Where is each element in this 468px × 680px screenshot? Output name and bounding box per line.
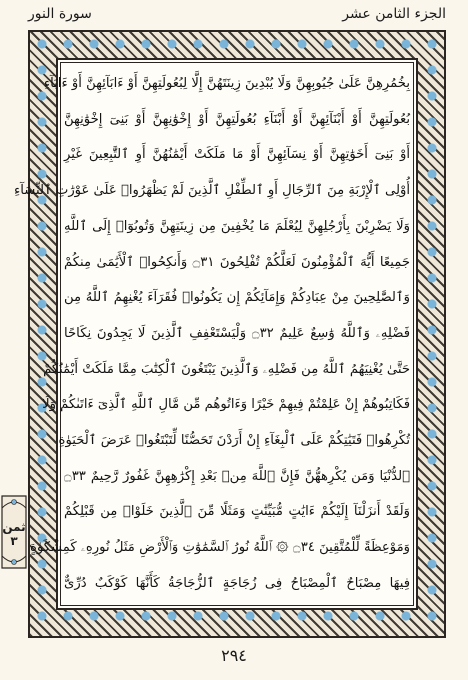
hizb-marker-label — [0, 520, 28, 548]
verse-line: أَوْ بَنِىٓ أَخَوَٰتِهِنَّ أَوْ نِسَآئِهِنَّ أَوْ مَا مَلَكَتْ أَيْمَٰنُهُنَّ أَوِ ٱلتَّٰبِعِينَ غَيْرِ — [64, 147, 410, 163]
verse-line: وَلَقَدْ أَنزَلْنَآ إِلَيْكُمْ ءَايَٰتٍ مُّبَيِّنَٰتٍ وَمَثَلًا مِّنَ ٱلَّذِينَ خَلَوْا۟ مِن قَبْلِكُمْ — [64, 504, 410, 520]
verse-line: فِيهَا مِصْبَاحٌ ٱلْمِصْبَاحُ فِى زُجَاجَةٍ ٱلزُّجَاجَةُ كَأَنَّهَا كَوْكَبٌ دُرِّىٌّ — [64, 575, 410, 591]
page-header — [28, 6, 446, 32]
hizb-marker-number: ٣ — [10, 534, 18, 548]
hizb-marker-word: ثمن — [2, 520, 26, 534]
verse-line: تُكْرِهُوا۟ فَتَيَٰتِكُمْ عَلَى ٱلْبِغَآءِ إِنْ أَرَدْنَ تَحَصُّنًا لِّتَبْتَغُوا۟ عَرَضَ ٱلْحَيَوٰةِ — [58, 433, 410, 448]
verse-line: وَلَا يَضْرِبْنَ بِأَرْجُلِهِنَّ لِيُعْلَمَ مَا يُخْفِينَ مِن زِينَتِهِنَّ وَتُوبُوٓا۟ إِلَى ٱللَّهِ — [64, 218, 410, 234]
verse-line: ٱلدُّنْيَا وَمَن يُكْرِههُّنَّ فَإِنَّ ٱللَّهَ مِنۢ بَعْدِ إِكْرَٰهِهِنَّ غَفُورٌ رَّحِيمٌ ۝٣٣ — [64, 468, 410, 484]
verse-line: بُعُولَتِهِنَّ أَوْ أَبْنَآئِهِنَّ أَوْ أَبْنَآءِ بُعُولَتِهِنَّ أَوْ إِخْوَٰنِهِنَّ أَوْ بَنِىٓ إِخْوَٰنِهِنَّ — [64, 111, 410, 127]
verse-line: حَتَّىٰ يُغْنِيَهُمُ ٱللَّهُ مِن فَضْلِهِۦ وَٱلَّذِينَ يَبْتَغُونَ ٱلْكِتَٰبَ مِمَّا مَلَكَتْ أَيْمَٰنُكُمْ — [43, 361, 410, 377]
verse-line: أُوْلِى ٱلْإِرْبَةِ مِنَ ٱلرِّجَالِ أَوِ ٱلطِّفْلِ ٱلَّذِينَ لَمْ يَظْهَرُوا۟ عَلَىٰ عَوْرَٰتِ ٱلنِّسَآءِ — [14, 183, 410, 199]
verse-line: جَمِيعًا أَيُّهَ ٱلْمُؤْمِنُونَ لَعَلَّكُمْ تُفْلِحُونَ ۝٣١ وَأَنكِحُوا۟ ٱلْأَيَٰمَىٰ مِنكُمْ — [64, 254, 411, 270]
verse-line: فَضْلِهِۦ وَٱللَّهُ وَٰسِعٌ عَلِيمٌ ۝٣٢ وَلْيَسْتَعْفِفِ ٱلَّذِينَ لَا يَجِدُونَ نِكَاحًا — [64, 325, 410, 341]
surah-title: سورة النور — [28, 6, 92, 22]
hizb-quarter-marker — [0, 492, 28, 572]
verse-line: فَكَاتِبُوهُمْ إِنْ عَلِمْتُمْ فِيهِمْ خَيْرًا وَءَاتُوهُم مِّن مَّالِ ٱللَّهِ ٱلَّذِىٓ ءَاتَىٰكُمْ وَلَا — [42, 397, 410, 413]
juz-title: الجزء الثامن عشر — [342, 6, 446, 22]
verse-line: وَمَوْعِظَةً لِّلْمُتَّقِينَ ۝٣٤ ۞ ٱللَّهُ نُورُ ٱلسَّمَٰوَٰتِ وَٱلْأَرْضِ مَثَلُ نُورِهِۦ كَمِشْكَوٰةٍ — [30, 540, 410, 556]
verse-line: وَٱلصَّٰلِحِينَ مِنْ عِبَادِكُمْ وَإِمَآئِكُمْ إِن يَكُونُوا۟ فُقَرَآءَ يُغْنِهِمُ ٱللَّهُ مِن — [64, 290, 410, 306]
verse-line: بِخُمُرِهِنَّ عَلَىٰ جُيُوبِهِنَّ وَلَا يُبْدِينَ زِينَتَهُنَّ إِلَّا لِبُعُولَتِهِنَّ أَوْ ءَابَآئِهِنَّ أَوْ ءَابَآءِ — [43, 76, 410, 91]
page-number: ٢٩٤ — [221, 646, 247, 665]
